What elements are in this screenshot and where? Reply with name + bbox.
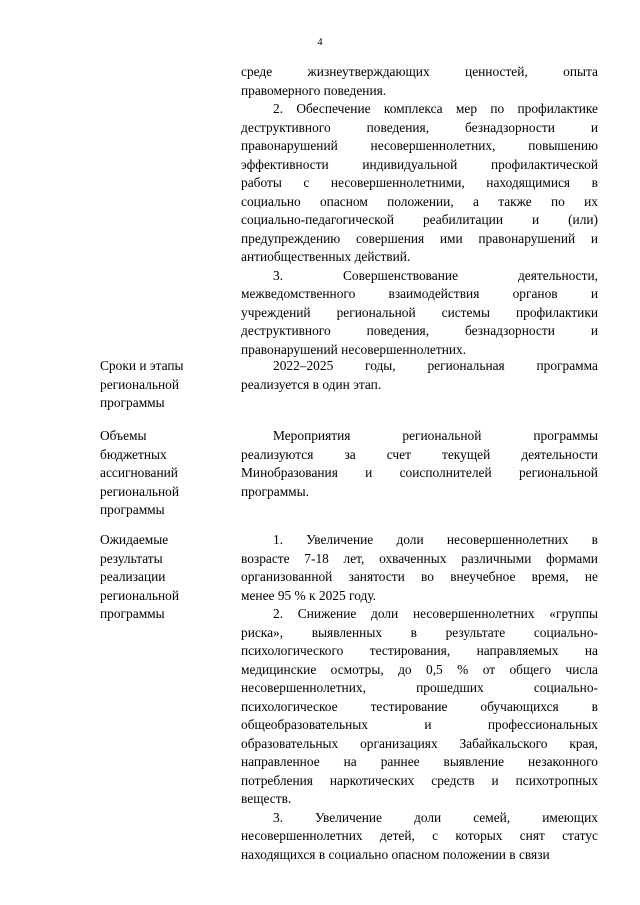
paragraph xyxy=(241,809,598,865)
text-line: психологического тестирования, направляемых на xyxy=(241,643,598,658)
label-line: программы xyxy=(100,502,165,517)
text-line: социально опасном положении, а также по их xyxy=(241,193,598,209)
paragraph xyxy=(241,63,598,100)
label-line: программы xyxy=(100,395,165,410)
paragraph xyxy=(241,357,598,394)
label-line: региональной xyxy=(100,587,180,603)
text-line: 2022–2025 годы, региональная программа xyxy=(273,358,598,373)
label-line: программы xyxy=(100,606,165,621)
text-line: предупреждению совершения ими правонарушений и xyxy=(241,230,598,246)
text-line: Мероприятия региональной программы xyxy=(273,428,598,443)
text-line: среде жизнеутверждающих ценностей, опыта xyxy=(241,64,598,79)
text-line: организованной занятости во внеучебное время, не xyxy=(241,569,598,584)
section-content xyxy=(241,357,598,394)
text-line: реализуется в один этап. xyxy=(241,376,382,392)
text-line: эффективности индивидуальной профилактической xyxy=(241,156,598,172)
text-line: несовершеннолетних детей, с которых снят статус xyxy=(241,828,598,843)
text-line: правонарушений несовершеннолетних. xyxy=(241,341,467,357)
text-line: социально-педагогической реабилитации и (или) xyxy=(241,212,598,227)
paragraph xyxy=(241,531,598,605)
text-line: находящихся в социально опасном положении в связи xyxy=(241,846,550,862)
text-line: возрасте 7-18 лет, охваченных различными формами xyxy=(241,550,598,566)
text-line: потребления наркотических средств и психотропных xyxy=(241,772,598,788)
paragraph xyxy=(241,427,598,501)
text-line: Минобразования и соисполнителей региональной xyxy=(241,465,598,480)
section-label xyxy=(100,427,210,520)
text-line: менее 95 % к 2025 году. xyxy=(241,587,377,603)
label-line: региональной xyxy=(100,483,180,499)
label-line: ассигнований xyxy=(100,465,178,480)
text-line: программы. xyxy=(241,483,309,499)
paragraph xyxy=(241,267,598,360)
label-line: Ожидаемые xyxy=(100,532,169,547)
paragraph xyxy=(241,605,598,809)
text-line: риска», выявленных в результате социально- xyxy=(241,624,598,640)
text-line: веществ. xyxy=(241,791,292,806)
section-content xyxy=(241,427,598,501)
text-line: психологическое тестирование обучающихся в xyxy=(241,698,598,714)
text-line: деструктивного поведения, безнадзорности и xyxy=(241,119,598,135)
label-line: реализации xyxy=(100,569,166,584)
text-line: образовательных организациях Забайкальского края, xyxy=(241,735,598,751)
text-line: деструктивного поведения, безнадзорности и xyxy=(241,323,598,338)
text-line: межведомственного взаимодействия органов и xyxy=(241,286,598,301)
text-line: медицинские осмотры, до 0,5 % от общего числа xyxy=(241,661,598,677)
text-line: антиобщественных действий. xyxy=(241,249,411,264)
text-line: общеобразовательных и профессиональных xyxy=(241,717,598,732)
text-line: несовершеннолетних, прошедших социально- xyxy=(241,680,598,695)
text-line: реализуются за счет текущей деятельности xyxy=(241,446,598,462)
text-line: учреждений региональной системы профилактики xyxy=(241,304,598,320)
text-line: направленное на раннее выявление незаконного xyxy=(241,754,598,769)
text-line: работы с несовершеннолетними, находящимися в xyxy=(241,175,598,190)
page-number: 4 xyxy=(317,37,323,48)
paragraph xyxy=(241,100,598,267)
label-line: Объемы xyxy=(100,428,147,443)
section-label xyxy=(100,357,210,413)
text-line: 1. Увеличение доли несовершеннолетних в xyxy=(273,532,598,547)
section-content xyxy=(241,63,598,359)
section-label xyxy=(100,531,210,624)
section-content xyxy=(241,531,598,864)
label-line: результаты xyxy=(100,550,163,566)
text-line: 2. Обеспечение комплекса мер по профилактике xyxy=(273,101,598,116)
text-line: 2. Снижение доли несовершеннолетних «группы xyxy=(273,606,598,621)
text-line: 3. Совершенствование деятельности, xyxy=(273,267,598,283)
text-line: правонарушений несовершеннолетних, повышению xyxy=(241,138,598,153)
label-line: Сроки и этапы xyxy=(100,358,184,373)
label-line: региональной xyxy=(100,376,180,392)
text-line: 3. Увеличение доли семей, имеющих xyxy=(273,809,598,825)
label-line: бюджетных xyxy=(100,446,167,462)
text-line: правомерного поведения. xyxy=(241,82,387,98)
